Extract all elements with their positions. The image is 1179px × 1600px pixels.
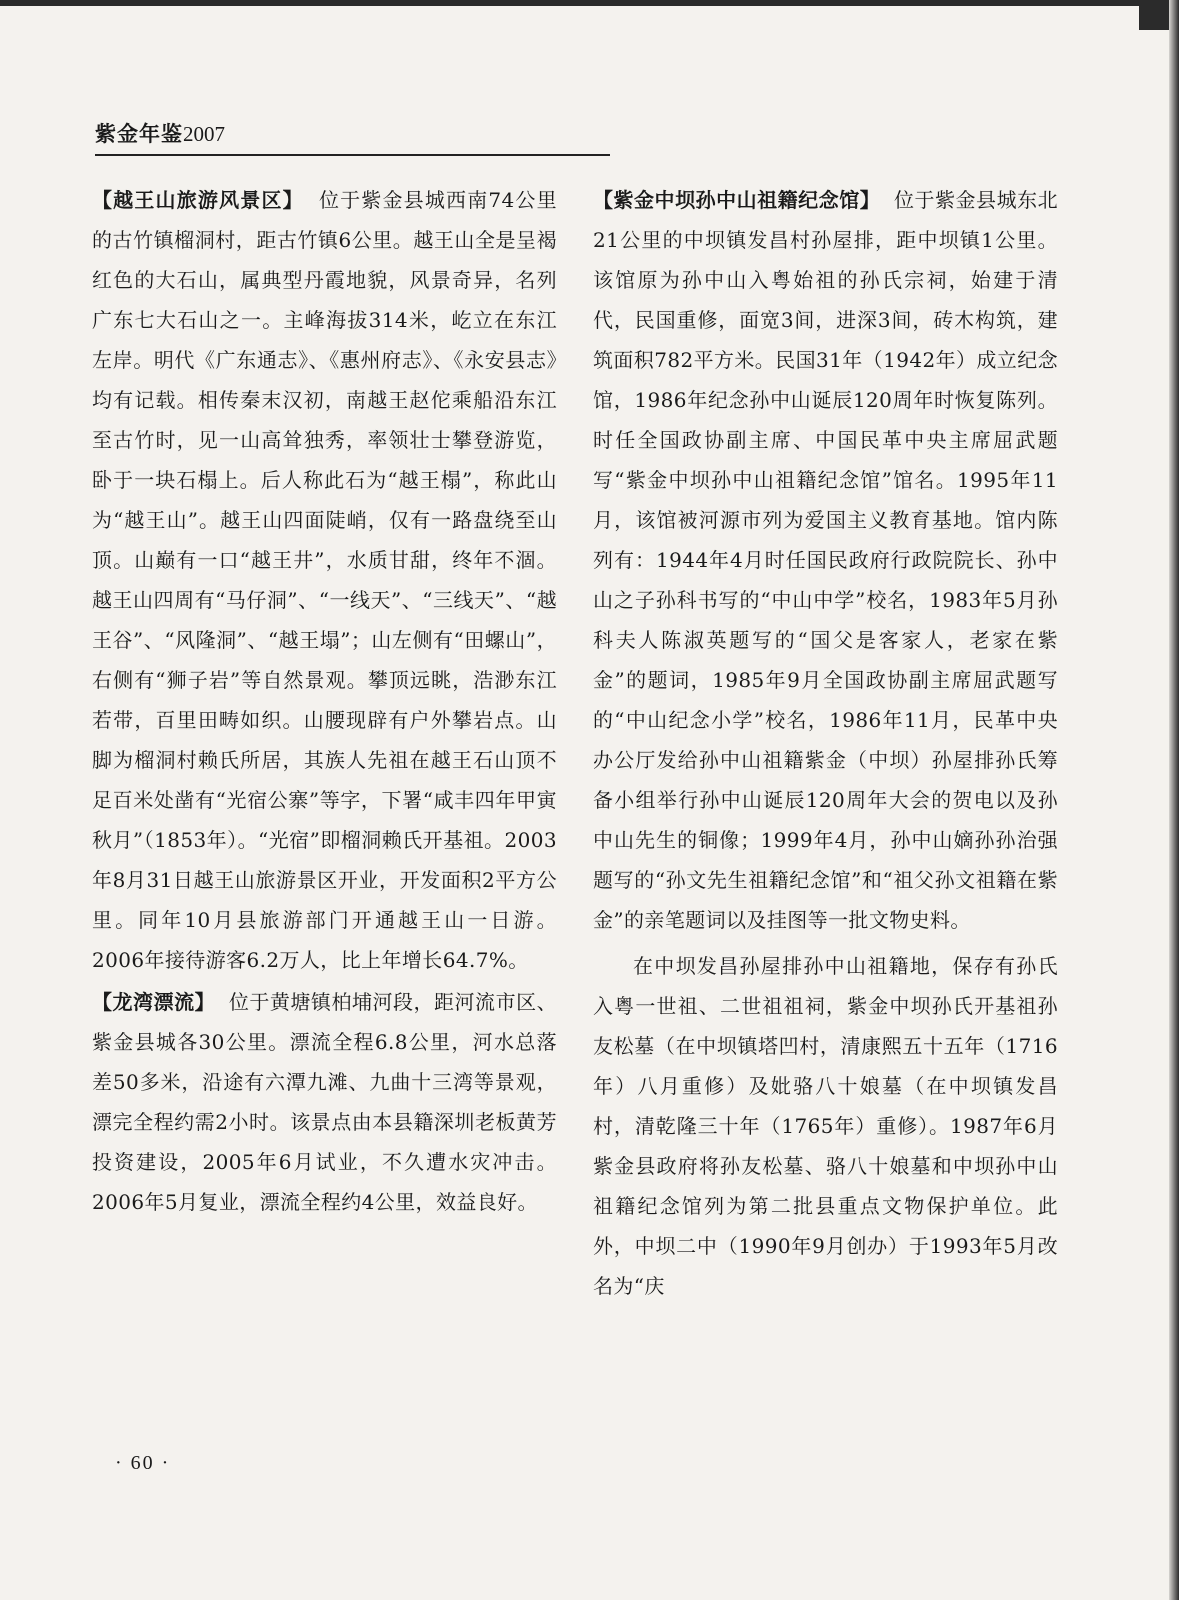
left-column — [92, 180, 557, 1224]
header-title: 紫金年鉴 — [95, 122, 183, 146]
paragraph-ancestral-site: 在中坝发昌孙屋排孙中山祖籍地，保存有孙氏入粤一世祖、二世祖祖祠，紫金中坝孙氏开基祖孙友松墓（在中坝镇塔凹村，清康熙五十五年（1716年）八月重修）及妣骆八十娘墓（在中坝镇发昌村，清乾隆三十年（1765年）重修）。1987年6月紫金县政府将孙友松墓、骆八十娘墓和中坝孙中山祖籍纪念馆列为第二批县重点文物保护单位。此外，中坝二中（1990年9月创办）于1993年5月改名为“庆 — [593, 954, 1058, 1298]
scan-edge-right — [1169, 0, 1179, 1600]
right-column — [593, 180, 1058, 1308]
page-number: · 60 · — [115, 1452, 171, 1474]
scan-edge-top — [0, 0, 1179, 6]
entry-text: 位于紫金县城东北21公里的中坝镇发昌村孙屋排，距中坝镇1公里。该馆原为孙中山入粤始祖的孙氏宗祠，始建于清代，民国重修，面宽3间，进深3间，砖木构筑，建筑面积782平方米。民国31年（1942年）成立纪念馆，1986年纪念孙中山诞辰120周年时恢复陈列。时任全国政协副主席、中国民革中央主席屈武题写“紫金中坝孙中山祖籍纪念馆”馆名。1995年11月，该馆被河源市列为爱国主义教育基地。馆内陈列有：1944年4月时任国民政府行政院院长、孙中山之子孙科书写的“中山中学”校名，1983年5月孙科夫人陈淑英题写的“国父是客家人，老家在紫金”的题词，1985年9月全国政协副主席屈武题写的“中山纪念小学”校名，1986年11月，民革中央办公厅发给孙中山祖籍紫金（中坝）孙屋排孙氏筹备小组举行孙中山诞辰120周年大会的贺电以及孙中山先生的铜像；1999年4月，孙中山嫡孙孙治强题写的“孙文先生祖籍纪念馆”和“祖父孙文祖籍在紫金”的亲笔题词以及挂图等一批文物史料。 — [593, 188, 1058, 932]
running-header — [95, 118, 610, 156]
entry-text: 位于黄塘镇柏埔河段，距河流市区、紫金县城各30公里。漂流全程6.8公里，河水总落差50多米，沿途有六潭九滩、九曲十三湾等景观，漂完全程约需2小时。该景点由本县籍深圳老板黄芳投资建设，2005年6月试业，不久遭水灾冲击。2006年5月复业，漂流全程约4公里，效益良好。 — [92, 990, 558, 1214]
entry-title: 【越王山旅游风景区】 — [92, 188, 304, 212]
scan-notch — [1139, 0, 1169, 30]
entry-title: 【龙湾漂流】 — [92, 990, 216, 1014]
entry-yuewangshan — [92, 180, 557, 980]
header-year: 2007 — [183, 122, 225, 146]
entry-title: 【紫金中坝孙中山祖籍纪念馆】 — [593, 188, 881, 212]
entry-memorial-hall — [593, 180, 1058, 940]
entry-text: 位于紫金县城西南74公里的古竹镇榴洞村，距古竹镇6公里。越王山全是呈褐红色的大石山，属典型丹霞地貌，风景奇异，名列广东七大石山之一。主峰海拔314米，屹立在东江左岸。明代《广东通志》、《惠州府志》、《永安县志》均有记载。相传秦末汉初，南越王赵佗乘船沿东江至古竹时，见一山高耸独秀，率领壮士攀登游览，卧于一块石榻上。后人称此石为“越王榻”，称此山为“越王山”。越王山四面陡峭，仅有一路盘绕至山顶。山巅有一口“越王井”，水质甘甜，终年不涸。越王山四周有“马仔洞”、“一线天”、“三线天”、“越王谷”、“风隆洞”、“越王塌”；山左侧有“田螺山”，右侧有“狮子岩”等自然景观。攀顶远眺，浩渺东江若带，百里田畴如织。山腰现辟有户外攀岩点。山脚为榴洞村赖氏所居，其族人先祖在越王石山顶不足百米处凿有“光宿公寨”等字，下署“咸丰四年甲寅秋月”（1853年）。“光宿”即榴洞赖氏开基祖。2003年8月31日越王山旅游景区开业，开发面积2平方公里。同年10月县旅游部门开通越王山一日游。2006年接待游客6.2万人，比上年增长64.7%。 — [92, 188, 558, 972]
entry-longwan — [92, 982, 557, 1222]
